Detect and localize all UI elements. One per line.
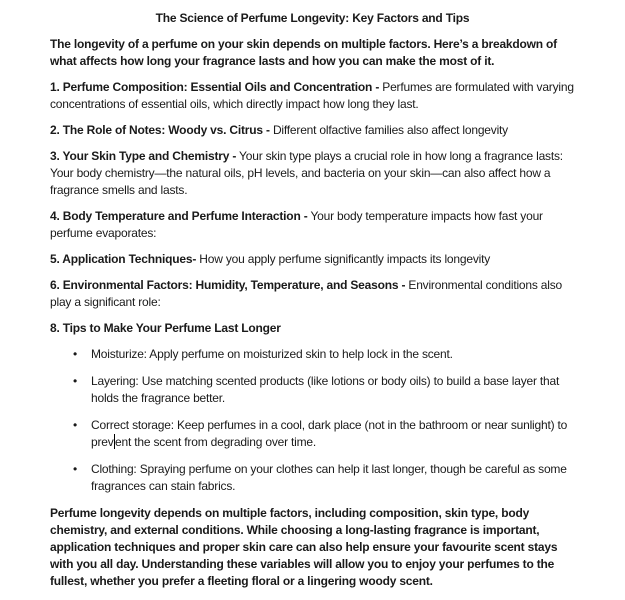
section-4-heading: 4. Body Temperature and Perfume Interaction -: [50, 209, 308, 223]
section-5-body: How you apply perfume significantly impacts its longevity: [199, 252, 491, 266]
section-6: [50, 277, 575, 311]
bullet-icon: •: [73, 462, 78, 476]
tip-text: Layering: Use matching scented products (like lotions or body oils) to build a base layer that holds the fragrance better.: [91, 374, 560, 405]
tip-text-after-caret: ent the scent from degrading over time.: [115, 435, 317, 449]
tips-list: [50, 346, 575, 495]
section-1-heading: 1. Perfume Composition: Essential Oils and Concentration -: [50, 80, 380, 94]
tip-item-clothing: [50, 461, 575, 495]
section-1: [50, 79, 575, 113]
document-title: The Science of Perfume Longevity: Key Factors and Tips: [155, 11, 470, 25]
section-6-heading: 6. Environmental Factors: Humidity, Temperature, and Seasons -: [50, 278, 406, 292]
bullet-icon: •: [73, 418, 78, 432]
section-5: [50, 251, 575, 268]
tip-item-correct-storage: [50, 417, 575, 451]
tip-text: Moisturize: Apply perfume on moisturized skin to help lock in the scent.: [91, 347, 453, 361]
tip-item-layering: [50, 373, 575, 407]
section-4-body: Your body temperature impacts how fast your perfume evaporates:: [50, 209, 543, 240]
bullet-icon: •: [73, 374, 78, 388]
section-2: [50, 122, 575, 139]
tips-heading: 8. Tips to Make Your Perfume Last Longer: [50, 321, 281, 335]
section-2-heading: 2. The Role of Notes: Woody vs. Citrus -: [50, 123, 270, 137]
section-2-body: Different olfactive families also affect longevity: [272, 123, 508, 137]
section-4: [50, 208, 575, 242]
bullet-icon: •: [73, 347, 78, 361]
tip-text-before-caret: Correct storage: Keep perfumes in a cool, dark place (not in the bathroom or near sunlight) to prev: [91, 418, 568, 449]
tip-text: Clothing: Spraying perfume on your clothes can help it last longer, though be careful as some fragrances can stain fabrics.: [91, 462, 567, 493]
section-3-heading: 3. Your Skin Type and Chemistry -: [50, 149, 237, 163]
section-1-body: Perfumes are formulated with varying concentrations of essential oils, which directly impact how long they last.: [50, 80, 574, 111]
section-3-body: Your skin type plays a crucial role in how long a fragrance lasts: Your body chemistry—the natural oils, pH levels, and bacteria on your skin—can also affect how a fragrance smells and lasts.: [50, 149, 563, 197]
conclusion-paragraph: Perfume longevity depends on multiple factors, including composition, skin type, body chemistry, and external conditions. While choosing a long-lasting fragrance is important, application techniques and proper skin care can also help ensure your favourite scent stays with you all day. Understanding these variables will allow you to enjoy your perfumes to the fullest, whether you prefer a fleeting floral or a lingering woody scent.: [50, 506, 558, 588]
section-6-body: Environmental conditions also play a significant role:: [50, 278, 563, 309]
tip-item-moisturize: [50, 346, 575, 363]
section-5-heading: 5. Application Techniques-: [50, 252, 197, 266]
intro-paragraph: The longevity of a perfume on your skin depends on multiple factors. Here’s a breakdown of what affects how long your fragrance lasts and how you can make the most of it.: [50, 37, 557, 68]
section-3: [50, 148, 575, 199]
